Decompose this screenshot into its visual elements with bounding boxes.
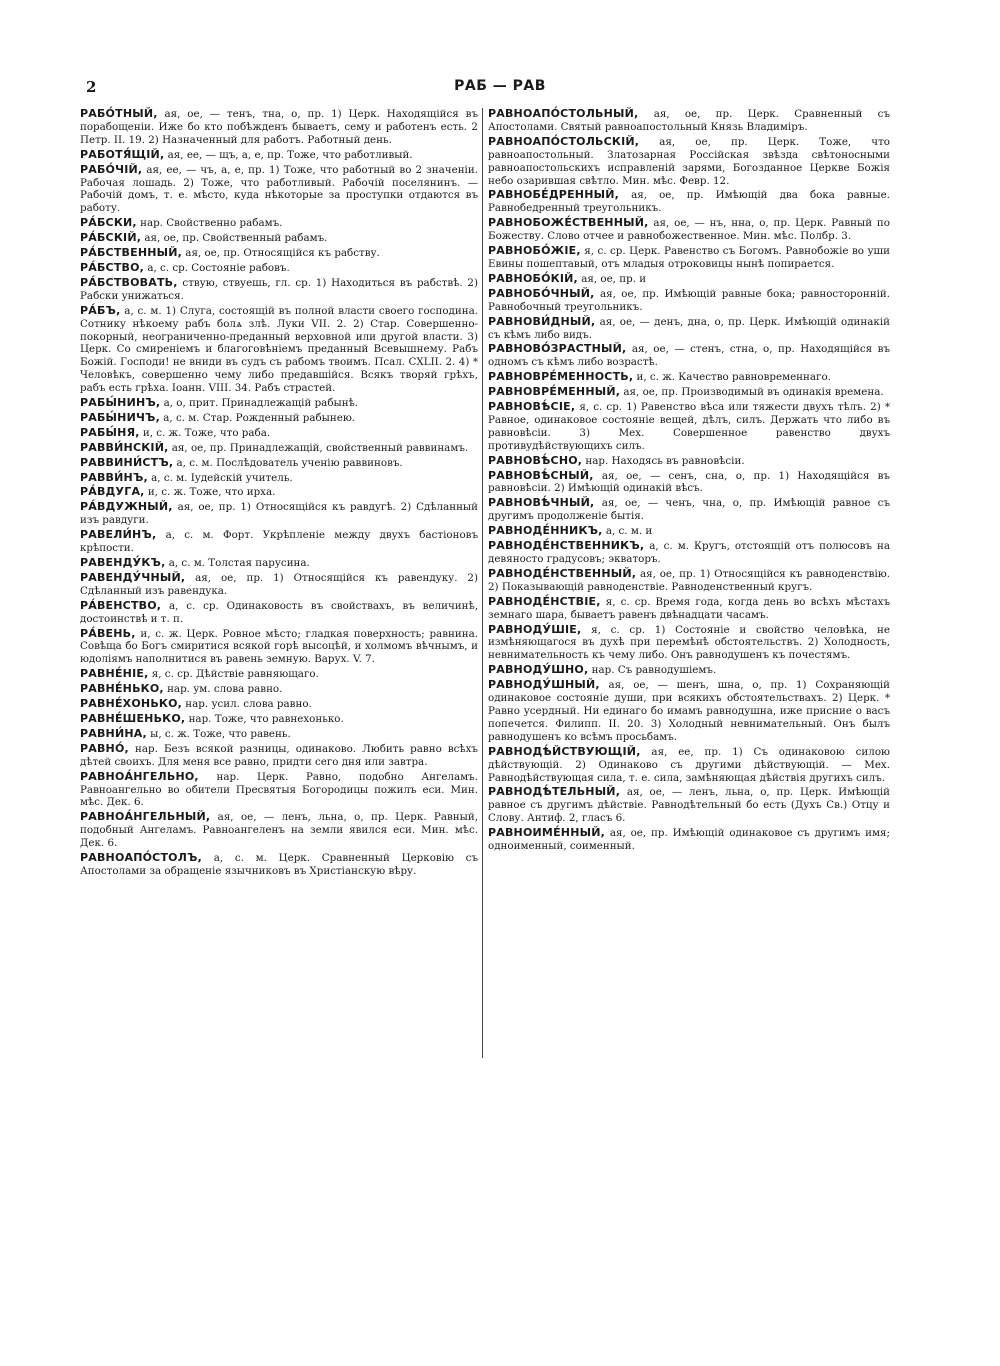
entry-definition: ствую, ствуешь, гл. ср. 1) Находиться въ рабствѣ. 2) Рабски унижаться.: [80, 276, 478, 302]
entry-definition: а, о, прит. Принадлежащій рабынѣ.: [160, 397, 359, 410]
entry-definition: и, с. ж. Церк. Ровное мѣсто; гладкая поверхность; равнина. Совѣща бо Богъ смиритися всякой горѣ высоцѣй, и холмомъ вѣчнымъ, и юдолiямъ наполнитися въ равень земную. Варух. V. 7.: [80, 627, 478, 666]
entry-headword: РАВНОАПО́СТОЛЬНЫЙ,: [488, 107, 639, 120]
entry-definition: ая, ое, пр. Производимый въ одинакія времена.: [620, 386, 884, 399]
dictionary-entry: [488, 497, 890, 523]
entry-headword: РАБЫ́НИНЪ,: [80, 396, 161, 410]
entry-definition: я, с. ср. Церк. Равенство съ Богомъ. Равнобожіе во уши Евины пошептавый, отъ младыя отроковицы нынѣ попирается.: [488, 245, 890, 270]
entry-headword: РАВНОИМЕ́ННЫЙ,: [488, 826, 605, 840]
entry-headword: РАВНЕ́НІЕ,: [80, 667, 149, 681]
column-rule: [482, 108, 483, 1058]
dictionary-entry: [80, 852, 478, 878]
entry-definition: ая, ое, — сенъ, сна, о, пр. 1) Находящійся въ равновѣсіи. 2) Имѣющій одинакій вѣсъ.: [488, 469, 890, 495]
entry-headword: РАВНО́,: [80, 741, 129, 755]
dictionary-entry: [488, 470, 890, 496]
entry-headword: РА́ВЕНЬ,: [80, 626, 136, 640]
entry-definition: нар. ум. слова равно.: [163, 683, 283, 696]
entry-definition: я, с. ср. Дѣйствіе равняющаго.: [148, 668, 319, 681]
entry-headword: РАВНОДУ́ШІЕ,: [488, 622, 582, 636]
dictionary-entry: [80, 108, 478, 147]
dictionary-entry: [80, 427, 478, 440]
entry-headword: РАВВИНИ́СТЪ,: [80, 455, 174, 469]
dictionary-entry: [80, 628, 478, 667]
dictionary-entry: [80, 698, 478, 711]
dictionary-entry: [488, 455, 890, 468]
entry-definition: ая, ое, — нъ, нна, о, пр. Церк. Равный по Божеству. Слово отчее и равнобожественное. Мин. мѣс. Полбр. 3.: [488, 217, 890, 243]
entry-definition: а, с. м. Форт. Укрѣпленіе между двухъ бастіоновъ крѣпости.: [80, 529, 478, 555]
entry-headword: РА́БЪ,: [80, 303, 121, 317]
dictionary-entry: [80, 472, 478, 485]
entry-definition: ая, ое, пр. 1) Относящійся къ равдугѣ. 2) Сдѣланный изъ равдуги.: [80, 501, 478, 527]
entry-definition: а, с. м. и: [602, 525, 653, 538]
entry-definition: ая, ое, пр. Свойственный рабамъ.: [141, 232, 328, 245]
entry-headword: РАБЫ́НИЧЪ,: [80, 410, 160, 424]
entry-headword: РАВНОДЕ́НСТВІЕ,: [488, 594, 601, 608]
entry-definition: нар. Свойственно рабамъ.: [136, 217, 283, 230]
entry-definition: ая, ое, — шенъ, шна, о, пр. 1) Сохраняющій одинаковое состояніе души, при всякихъ обстоятельствахъ. 2) Церк. * Равно усердный. Ни единаго бо имамъ равнодушна, иже присние о васъ попечется. Филипп. II. 20. 3) Холодный невнимательный. Онъ былъ равнодушенъ ко всѣмъ просьбамъ.: [488, 679, 890, 743]
dictionary-entry: [80, 164, 478, 216]
entry-definition: ая, ее, — чъ, а, е, пр. 1) Тоже, что работный во 2 значеніи. Рабочая лошадь. 2) Тоже, что работливый. Рабочій поселянинъ. — Рабочій домъ, т. е. мѣсто, куда нѣкоторые за проступки отдаются въ работу.: [80, 163, 478, 215]
dictionary-entry: [488, 386, 890, 399]
entry-headword: РА́БСКІЙ,: [80, 231, 142, 245]
entry-definition: нар. Безъ всякой разницы, одинаково. Любить равно всѣхъ дѣтей своихъ. Для меня все равно, придти сего дня или завтра.: [80, 742, 478, 768]
dictionary-entry: [80, 743, 478, 769]
entry-headword: РАВНОВО́ЗРАСТНЫЙ,: [488, 342, 627, 356]
dictionary-entry: [80, 713, 478, 726]
entry-headword: РАВНОАПО́СТОЛЪ,: [80, 851, 202, 865]
entry-headword: РАВНОДЕ́НСТВЕННЫЙ,: [488, 566, 637, 580]
entry-headword: РАВНОБО́ЧНЫЙ,: [488, 286, 595, 300]
dictionary-entry: [488, 827, 890, 853]
entry-definition: я, с. ср. 1) Состояніе и свойство человѣка, не измѣняющагося въ духѣ при перемѣнѣ обстоятельствъ. 2) Холодность, невнимательность къ чему либо. Онъ равнодушенъ къ почестямъ.: [488, 623, 890, 662]
entry-definition: ы, с. ж. Тоже, что равень.: [146, 727, 291, 740]
dictionary-entry: [80, 217, 478, 230]
entry-definition: я, с. ср. 1) Равенство вѣса или тяжести двухъ тѣлъ. 2) * Равное, одинаковое состояніе вещей, дѣлъ, силъ. Держать что либо въ равновѣсіи. 3) Мех. Совершенное равенство двухъ противудѣйствующихъ силъ.: [488, 401, 890, 452]
entry-definition: ая, ое, пр. Имѣющій одинаковое съ другимъ имя; одноименный, соименный.: [488, 827, 890, 853]
dictionary-entry: [488, 343, 890, 369]
entry-headword: РАБОТЯ́ЩІЙ,: [80, 147, 165, 161]
entry-headword: РАВНОВѢ́ЧНЫЙ,: [488, 496, 595, 510]
entry-headword: РАВНОВРЕ́МЕННОСТЬ,: [488, 370, 634, 384]
entry-headword: РА́БСТВО,: [80, 260, 145, 274]
dictionary-entry: [80, 457, 478, 470]
entry-headword: РАВНОБО́КІЙ,: [488, 271, 578, 285]
entry-headword: РАВНОВѢ́СНО,: [488, 453, 583, 467]
entry-definition: а, с. м. Послѣдователь ученію раввиновъ.: [173, 456, 403, 469]
entry-headword: РАВНЕ́НЬКО,: [80, 682, 164, 696]
dictionary-entry: [80, 277, 478, 303]
entry-headword: РАВНОА́НГЕЛЬНЫЙ,: [80, 810, 211, 824]
entry-definition: а, с. м. Толстая парусина.: [165, 557, 310, 569]
entry-definition: а, с. ср. Одинаковость въ свойствахъ, въ величинѣ, достоинствѣ и т. п.: [80, 599, 478, 625]
entry-headword: РАВНОДУ́ШНЫЙ,: [488, 678, 600, 692]
dictionary-entry: [488, 679, 890, 744]
dictionary-entry: [80, 811, 478, 850]
entry-headword: РАВНОА́НГЕЛЬНО,: [80, 769, 199, 783]
dictionary-entry: [80, 668, 478, 681]
dictionary-entry: [80, 247, 478, 260]
dictionary-entry: [80, 232, 478, 245]
entry-definition: ая, ое, пр. Принадлежащій, свойственный раввинамъ.: [168, 441, 469, 454]
dictionary-entry: [488, 288, 890, 314]
entry-definition: ая, ое, пр. Церк. Сравненный съ Апостолами. Святый равноапостольный Князь Владиміръ.: [488, 108, 890, 133]
dictionary-entry: [488, 540, 890, 566]
entry-headword: РА́БСТВОВАТЬ,: [80, 275, 178, 289]
dictionary-entry: [488, 624, 890, 663]
entry-definition: ая, ое, пр. Церк. Тоже, что равноапостольный. Златозарная Россійская звѣзда свѣтоносными равноапостольскихъ исправленій зарями, Богозданное Церкве Божія небо озарившая свѣтло. Мин. мѣс. Февр. 12.: [488, 135, 890, 187]
entry-headword: РА́ВДУЖНЫЙ,: [80, 500, 173, 514]
entry-definition: а, с. м. Іудейскій учитель.: [147, 471, 293, 484]
entry-headword: РАВНОВРЕ́МЕННЫЙ,: [488, 385, 621, 399]
entry-definition: а, с. м. Кругъ, отстоящій отъ полюсовъ на девяносто градусовъ; экваторъ.: [488, 540, 890, 565]
entry-definition: я, с. ср. Время года, когда день во всѣхъ мѣстахъ земнаго шара, бываетъ равенъ двѣнадцати часамъ.: [488, 595, 890, 621]
entry-definition: а, с. м. Церк. Сравненный Церковію съ Апостолами за обращеніе язычниковъ въ Христіанскую вѣру.: [80, 852, 478, 877]
entry-headword: РАВНОДѢ́ТЕЛЬНЫЙ,: [488, 785, 621, 799]
dictionary-entry: [488, 568, 890, 594]
entry-definition: а, с. м. Стар. Рожденный рабынею.: [159, 411, 356, 424]
dictionary-entry: [80, 557, 478, 570]
entry-definition: а, с. ср. Состояніе рабовъ.: [144, 261, 290, 274]
dictionary-entry: [488, 525, 890, 538]
entry-headword: РА́ВЕНСТВО,: [80, 598, 162, 612]
entry-headword: РАВНИ́НА,: [80, 726, 147, 740]
dictionary-entry: [488, 371, 890, 384]
entry-headword: РАВВИ́НСКІЙ,: [80, 440, 169, 454]
page-number: 2: [86, 78, 97, 96]
dictionary-entry: [488, 664, 890, 677]
dictionary-entry: [80, 683, 478, 696]
entry-definition: нар. Находясь въ равновѣсіи.: [582, 454, 745, 467]
entry-definition: ая, ое, пр. 1) Относящійся къ равендуку. 2) Сдѣланный изъ равендука.: [80, 571, 478, 597]
entry-headword: РАВЕНДУ́КЪ,: [80, 556, 166, 569]
entry-headword: РАВНОДЕ́ННИКЪ,: [488, 524, 603, 538]
dictionary-entry: [80, 262, 478, 275]
entry-definition: нар. Съ равнодушіемъ.: [588, 664, 717, 677]
entry-definition: ая, ое, пр. и: [577, 272, 647, 285]
entry-definition: ая, ое, — ченъ, чна, о, пр. Имѣющій равное съ другимъ продолженіе бытія.: [488, 497, 890, 523]
entry-definition: нар. Церк. Равно, подобно Ангеламъ. Равноангельно во обители Пресвятыя Богородицы пожилъ еси. Мин. мѣс. Дек. 6.: [80, 770, 478, 809]
dictionary-entry: [488, 136, 890, 188]
entry-definition: и, с. ж. Тоже, что ирха.: [144, 486, 276, 499]
right-column: [488, 108, 890, 855]
dictionary-entry: [80, 412, 478, 425]
dictionary-entry: [80, 501, 478, 527]
entry-definition: ая, ое, — тенъ, тна, о, пр. 1) Церк. Находящійся въ порабощеніи. Иже бо кто побѣжденъ бываетъ, сему и работенъ есть. 2 Петр. II. 19. 2) Назначенный для работъ. Работный день.: [80, 108, 478, 146]
entry-headword: РАВНЕ́ШЕНЬКО,: [80, 711, 186, 725]
dictionary-entry: [488, 245, 890, 271]
entry-headword: РАВНОВИ́ДНЫЙ,: [488, 314, 596, 328]
dictionary-entry: [488, 217, 890, 243]
entry-definition: ая, ее, пр. 1) Съ одинаковою силою дѣйствующій. 2) Одинаково съ другими дѣйствующій. — Мех. Равнодѣйствующая сила, т. е. сила, замѣняющая дѣйствія другихъ силъ.: [488, 745, 890, 784]
entry-definition: и, с. ж. Качество равновременнаго.: [633, 371, 831, 384]
entry-definition: нар. усил. слова равно.: [182, 698, 312, 711]
entry-headword: РАБЫ́НЯ,: [80, 425, 140, 439]
running-head: РАБ — РАВ: [454, 78, 546, 94]
entry-headword: РАВНОДѢ́ЙСТВУЮЩІЙ,: [488, 744, 641, 758]
entry-definition: ая, ое, — стенъ, стна, о, пр. Находящійся въ одномъ съ кѣмъ либо возрастѣ.: [488, 343, 890, 369]
entry-definition: нар. Тоже, что равнехонько.: [185, 712, 344, 725]
entry-headword: РА́БСТВЕННЫЙ,: [80, 246, 183, 260]
entry-headword: РАБО́ЧІЙ,: [80, 162, 143, 176]
entry-definition: ая, ое, пр. Имѣющій два бока равные. Равнобедренный треугольникъ.: [488, 189, 890, 215]
dictionary-entry: [80, 728, 478, 741]
entry-headword: РА́ВДУГА,: [80, 485, 145, 499]
dictionary-entry: [488, 316, 890, 342]
dictionary-entry: [80, 529, 478, 555]
dictionary-entry: [80, 149, 478, 162]
entry-headword: РАВНОВѢ́СНЫЙ,: [488, 468, 594, 482]
dictionary-entry: [80, 600, 478, 626]
dictionary-entry: [80, 572, 478, 598]
entry-definition: а, с. м. 1) Слуга, состоящій въ полной власти своего господина. Сотнику нѣкоему рабъ болѧ злѣ. Луки VII. 2. 2) Стар. Совершенно-покорный, неограниченно-преданный верховной или другой власти. 3) Церк. Со смиреніемъ и благоговѣніемъ преданный Всевышнему. Рабъ Божій. Господи! не вниди въ судъ съ рабомъ твоимъ. Псал. CXLII. 2. 4) * Человѣкъ, совершенно чему либо предавшійся. Всякъ творяй грѣхъ, рабъ есть грѣха. Іоанн. VIII. 34. Рабъ страстей.: [80, 304, 478, 395]
entry-headword: РАВНОДЕ́НСТВЕННИКЪ,: [488, 539, 645, 553]
entry-definition: ая, ое, пр. Имѣющій равные бока; равносторонній. Равнобочный треугольникъ.: [488, 287, 890, 313]
entry-definition: ая, ое, пр. 1) Относящійся къ равноденствію. 2) Показывающій равноденствіе. Равноденственный кругъ.: [488, 567, 890, 593]
dictionary-entry: [80, 397, 478, 410]
dictionary-entry: [488, 108, 890, 134]
entry-headword: РА́БСКИ,: [80, 216, 137, 230]
entry-headword: РАВНОАПО́СТОЛЬСКІЙ,: [488, 134, 640, 148]
dictionary-entry: [80, 771, 478, 810]
entry-definition: ая, ое, — ленъ, льна, о, пр. Церк. Имѣющій равное съ другимъ дѣйствіе. Равнодѣтельный бо есть (Духъ Св.) Отцу и Слову. Антиф. 2, гласъ 6.: [488, 786, 890, 825]
dictionary-entry: [80, 305, 478, 395]
dictionary-entry: [80, 486, 478, 499]
entry-headword: РАБО́ТНЫЙ,: [80, 107, 158, 120]
entry-headword: РАВНОДУ́ШНО,: [488, 663, 589, 677]
dictionary-entry: [488, 786, 890, 825]
entry-headword: РАВНОБОЖЕ́СТВЕННЫЙ,: [488, 216, 649, 230]
entry-headword: РАВЕНДУ́ЧНЫЙ,: [80, 570, 186, 584]
dictionary-entry: [488, 189, 890, 215]
dictionary-entry: [80, 442, 478, 455]
entry-definition: и, с. ж. Тоже, что раба.: [139, 426, 271, 439]
entry-definition: ая, ое, — ленъ, льна, о, пр. Церк. Равный, подобный Ангеламъ. Равноангеленъ на земли явился еси. Мин. мѣс. Дек. 6.: [80, 811, 478, 850]
entry-headword: РАВНОБО́ЖІЕ,: [488, 244, 581, 258]
entry-definition: ая, ее, — щъ, а, е, пр. Тоже, что работливый.: [164, 148, 413, 161]
entry-headword: РАВЕЛИ́НЪ,: [80, 528, 157, 542]
dictionary-entry: [488, 596, 890, 622]
entry-definition: ая, ое, пр. Относящійся къ рабству.: [182, 247, 380, 260]
entry-headword: РАВВИ́НЪ,: [80, 470, 148, 484]
entry-definition: ая, ое, — денъ, дна, о, пр. Церк. Имѣющій одинакій съ кѣмъ либо видъ.: [488, 315, 890, 341]
dictionary-entry: [488, 273, 890, 286]
entry-headword: РАВНОБЕ́ДРЕННЫЙ,: [488, 188, 619, 202]
entry-headword: РАВНОВѢ́СІЕ,: [488, 400, 576, 414]
dictionary-entry: [488, 746, 890, 785]
entry-headword: РАВНЕ́ХОНЬКО,: [80, 697, 183, 711]
dictionary-entry: [488, 401, 890, 453]
left-column: [80, 108, 478, 880]
